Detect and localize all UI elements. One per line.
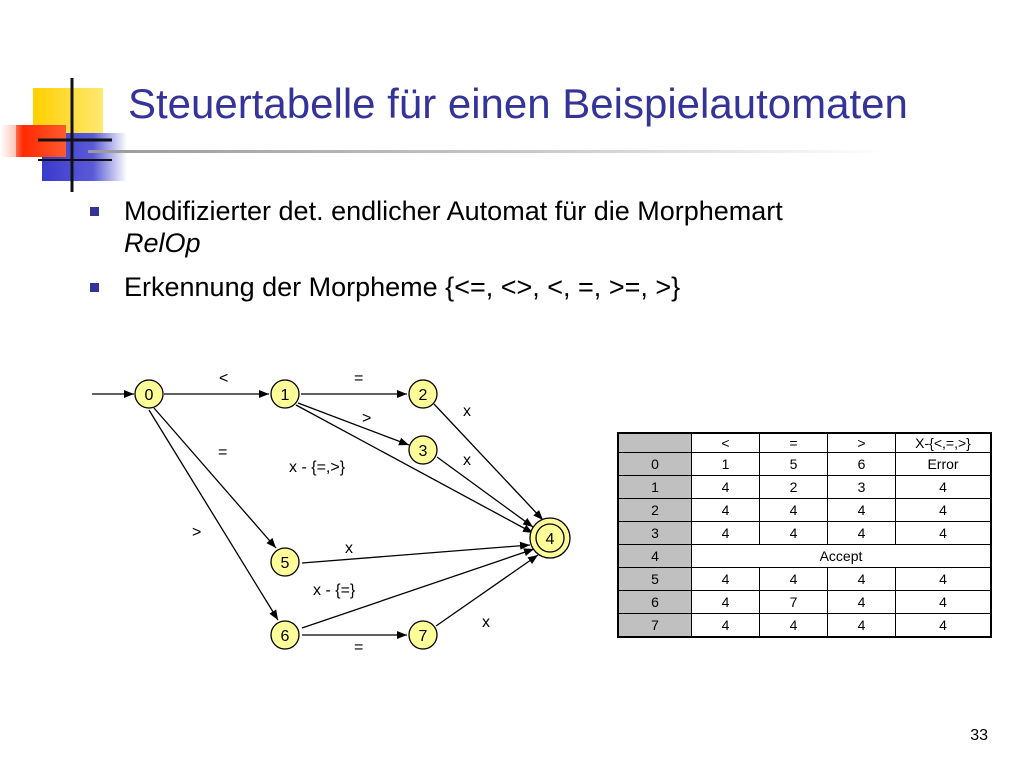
table-row	[618, 499, 991, 522]
edge-label-7-4: x	[482, 614, 490, 631]
page-number: 33	[970, 727, 988, 744]
edge-label-0-1: <	[219, 370, 229, 387]
table-row	[618, 522, 991, 545]
edge-label-6-4: x - {=}	[313, 582, 356, 599]
state-cell: 4	[618, 545, 692, 568]
state-label-1: 1	[280, 387, 290, 404]
table-cell: 4	[896, 614, 992, 638]
bullet-text: Modifizierter det. endlicher Automat für die Morphemart	[124, 196, 783, 226]
state-cell: 6	[618, 591, 692, 614]
table-cell: 4	[828, 591, 896, 614]
edge-label-6-7: =	[354, 639, 364, 656]
table-cell: 3	[828, 476, 896, 499]
state-label-4: 4	[545, 531, 555, 548]
state-cell: 1	[618, 476, 692, 499]
state-cell: 0	[618, 453, 692, 476]
table-cell: 7	[760, 591, 828, 614]
edge-label-1-3: >	[362, 410, 372, 427]
edge-label-0-5: =	[218, 444, 228, 461]
table-cell: 4	[692, 568, 760, 591]
table-row	[618, 614, 991, 638]
table-cell: 4	[896, 568, 992, 591]
header-cell-gt: >	[828, 433, 896, 453]
table-cell: 4	[760, 614, 828, 638]
table-cell: 4	[828, 522, 896, 545]
table-cell: 4	[760, 568, 828, 591]
header-cell-eq: =	[760, 433, 828, 453]
edge-3-4	[437, 457, 533, 527]
bullet-text: Erkennung der Morpheme {<=, <>, <, =, >=, >}	[124, 272, 681, 302]
table-cell: 4	[896, 499, 992, 522]
state-label-0: 0	[144, 387, 154, 404]
state-label-5: 5	[280, 555, 290, 572]
state-cell: 2	[618, 499, 692, 522]
table-cell: 4	[692, 522, 760, 545]
state-cell: 5	[618, 568, 692, 591]
accept-cell: Accept	[692, 545, 992, 568]
table-row	[618, 453, 991, 476]
edge-label-3-4: x	[463, 452, 471, 469]
table-cell: 1	[692, 453, 760, 476]
table-row	[618, 545, 991, 568]
edge-0-6	[149, 410, 278, 620]
header-cell-lt: <	[692, 433, 760, 453]
edge-label-0-6: >	[192, 524, 202, 541]
edge-label-1-2: =	[354, 370, 364, 387]
table-cell: 4	[828, 499, 896, 522]
table-header-row	[618, 433, 991, 453]
table-cell: 4	[760, 499, 828, 522]
table-cell: 4	[828, 568, 896, 591]
table-cell: 2	[760, 476, 828, 499]
edge-1-3	[298, 403, 409, 445]
edge-2-4	[434, 404, 543, 520]
table-cell: 4	[896, 591, 992, 614]
edge-label-1-4: x - {=,>}	[289, 459, 346, 476]
transition-table	[617, 432, 992, 638]
table-row	[618, 591, 991, 614]
state-label-6: 6	[280, 628, 290, 645]
table-cell: 4	[692, 591, 760, 614]
table-row	[618, 476, 991, 499]
table-row	[618, 568, 991, 591]
table-cell: 4	[692, 614, 760, 638]
header-cell-corner	[618, 433, 692, 453]
state-label-2: 2	[418, 387, 428, 404]
table-cell: 4	[692, 476, 760, 499]
edge-5-4	[302, 545, 530, 563]
edge-label-5-4: x	[345, 540, 353, 557]
table-cell: 4	[692, 499, 760, 522]
state-cell: 7	[618, 614, 692, 638]
table-cell: Error	[896, 453, 992, 476]
state-cell: 3	[618, 522, 692, 545]
table-cell: 4	[896, 476, 992, 499]
state-label-3: 3	[418, 443, 428, 460]
slide-title: Steuertabelle für einen Beispielautomaten	[128, 80, 908, 127]
table-cell: 5	[760, 453, 828, 476]
edge-0-5	[154, 408, 276, 548]
table-cell: 4	[828, 614, 896, 638]
bullet-text-morpheme-class: RelOp	[124, 228, 201, 258]
table-cell: 4	[896, 522, 992, 545]
table-cell: 4	[760, 522, 828, 545]
edge-label-2-4: x	[463, 403, 471, 420]
state-label-7: 7	[418, 628, 428, 645]
table-cell: 6	[828, 453, 896, 476]
header-cell-other: X-{<,=,>}	[896, 433, 992, 453]
